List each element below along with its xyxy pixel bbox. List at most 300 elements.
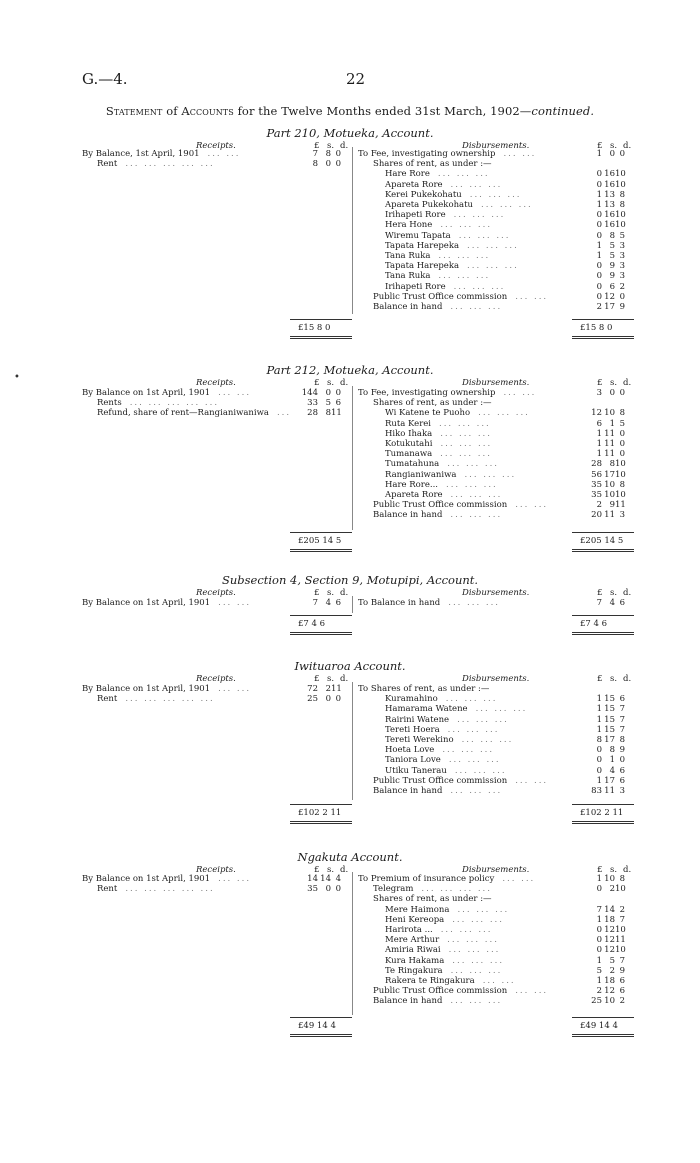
disbursements-item-text: Tapata Harepeka xyxy=(385,261,460,272)
disbursements-leader-dots: ... ... ... xyxy=(437,169,490,180)
disbursements-item-text: Taniora Love xyxy=(385,755,441,766)
receipts-amount-l: 25 xyxy=(307,694,318,705)
disbursements-leader-dots: ... ... ... xyxy=(458,230,511,241)
disbursements-leader-dots: ... ... ... xyxy=(457,904,510,915)
disbursements-amount-d: 3 xyxy=(619,786,625,796)
receipts-total: £15 8 0 xyxy=(298,323,331,333)
disbursements-amount-s: 9 xyxy=(609,500,615,511)
disbursements-total: £205 14 5 xyxy=(580,536,624,546)
disbursements-amount-l: 1 xyxy=(596,251,602,261)
receipts-amount-s: 4 xyxy=(325,598,331,608)
disbursements-item-text: To Balance in hand xyxy=(358,598,441,608)
disbursements-item-text: Kerei Pukekohatu xyxy=(385,189,462,200)
disbursements-leader-dots: ... ... ... xyxy=(438,251,491,261)
disbursements-amount-l: 1 xyxy=(596,449,602,460)
receipts-item-text: Rent xyxy=(97,159,118,170)
disbursements-amount-l: 0 xyxy=(596,261,602,272)
account-title: Part 210, Motueka, Account. xyxy=(266,126,434,140)
disbursements-amount-l: 1 xyxy=(596,428,602,439)
disbursements-amount-l: 1 xyxy=(596,955,602,966)
disbursements-amount-d: 8 xyxy=(619,200,625,210)
disbursements-amount-s: 0 xyxy=(609,388,615,398)
receipts-header: Receipts. xyxy=(196,865,236,875)
page-number: 22 xyxy=(346,70,366,88)
receipts-item-text: By Balance on 1st April, 1901 xyxy=(82,388,211,398)
disbursements-amount-l: 8 xyxy=(596,735,602,745)
receipts-item-text: By Balance on 1st April, 1901 xyxy=(82,684,211,694)
disbursements-item-text: Rangianiwaniwa xyxy=(385,469,457,480)
receipts-amount-l: 33 xyxy=(307,398,318,409)
disbursements-amount-d: 6 xyxy=(619,775,625,786)
disbursements-amount-l: 1 xyxy=(596,874,602,884)
disbursements-amount-l: 0 xyxy=(596,291,602,302)
disbursements-amount-d: 11 xyxy=(615,500,626,511)
disbursements-amount-s: 8 xyxy=(609,459,615,470)
disbursements-item-text: Hiko Ihaka xyxy=(385,428,433,439)
disbursements-amount-s: 10 xyxy=(604,408,615,419)
disbursements-amount-l: 1 xyxy=(596,439,602,449)
disbursements-item-text: Tana Ruka xyxy=(385,271,431,282)
disbursements-amount-l: 2 xyxy=(596,302,602,312)
receipts-amount-d: 11 xyxy=(331,684,342,694)
disbursements-leader-dots: ... ... ... xyxy=(478,408,530,419)
disbursements-amount-s: 13 xyxy=(604,189,615,200)
disbursements-amount-d: 6 xyxy=(619,765,625,776)
disbursements-item-text: Utiku Tanerau xyxy=(385,765,447,776)
disbursements-item-text: Ruta Kerei xyxy=(385,418,432,429)
disbursements-amount-l: 2 xyxy=(596,500,602,511)
disbursements-item-text: Balance in hand xyxy=(373,302,443,312)
disbursements-amount-l: 1 xyxy=(596,724,602,735)
disbursements-amount-d: 10 xyxy=(615,169,626,180)
disbursements-leader-dots: ... ... ... xyxy=(453,210,506,221)
disbursements-item-text: Public Trust Office commission xyxy=(373,500,508,511)
disbursements-amount-d: 10 xyxy=(615,884,626,895)
disbursements-amount-l: 6 xyxy=(596,418,602,429)
statement-title-of: of xyxy=(166,104,178,118)
disbursements-item-text: Shares of rent, as under :— xyxy=(373,398,492,409)
receipts-item-text: By Balance on 1st April, 1901 xyxy=(82,598,211,608)
receipts-currency-l: £ xyxy=(314,141,320,151)
disbursements-amount-d: 10 xyxy=(615,469,626,480)
receipts-leader-dots: ... ... ... ... ... xyxy=(125,694,215,705)
receipts-currency-d: d. xyxy=(340,588,349,598)
disbursements-amount-s: 17 xyxy=(604,735,615,745)
disbursements-leader-dots: ... ... xyxy=(515,986,549,997)
disbursements-item-text: Tumatahuna xyxy=(385,459,440,470)
disbursements-amount-s: 15 xyxy=(604,704,615,715)
disbursements-amount-s: 11 xyxy=(604,510,615,521)
receipts-currency-s: s. xyxy=(327,674,335,684)
disbursements-leader-dots: ... ... ... xyxy=(440,449,492,460)
disbursements-amount-s: 15 xyxy=(604,724,615,735)
disbursements-amount-s: 0 xyxy=(609,149,615,159)
receipts-item-text: Rents xyxy=(97,398,122,409)
receipts-total-double-rule xyxy=(290,1034,352,1037)
disbursements-leader-dots: ... ... ... xyxy=(438,271,491,282)
disbursements-item-text: Tumanawa xyxy=(385,449,433,460)
disbursements-currency-l: £ xyxy=(597,865,603,875)
disbursements-amount-d: 3 xyxy=(619,240,625,251)
receipts-item-text: Rent xyxy=(97,884,118,895)
receipts-amount-d: 0 xyxy=(335,149,341,159)
receipts-leader-dots: ... ... xyxy=(207,149,241,159)
disbursements-amount-s: 10 xyxy=(604,874,615,884)
disbursements-item-text: Tapata Harepeka xyxy=(385,240,460,251)
disbursements-amount-l: 7 xyxy=(596,598,602,608)
margin-mark: • xyxy=(14,372,20,383)
disbursements-amount-d: 10 xyxy=(615,945,626,956)
disbursements-leader-dots: ... ... ... xyxy=(442,745,495,756)
disbursements-amount-s: 17 xyxy=(604,775,615,786)
disbursements-amount-d: 8 xyxy=(619,189,625,200)
disbursements-amount-s: 12 xyxy=(604,935,615,946)
disbursements-total-double-rule xyxy=(572,1034,634,1037)
disbursements-amount-s: 2 xyxy=(609,965,615,976)
statement-title-main: for the Twelve Months ended 31st March, 1902— xyxy=(237,104,532,118)
disbursements-amount-d: 0 xyxy=(619,149,625,159)
disbursements-leader-dots: ... ... xyxy=(515,775,549,786)
disbursements-leader-dots: ... ... ... xyxy=(475,704,528,715)
disbursements-amount-s: 18 xyxy=(604,976,615,986)
disbursements-amount-s: 13 xyxy=(604,200,615,210)
receipts-amount-l: 28 xyxy=(307,408,318,419)
disbursements-leader-dots: ... ... ... xyxy=(448,945,501,956)
receipts-amount-d: 6 xyxy=(335,598,341,608)
receipts-amount-l: 35 xyxy=(307,884,318,895)
disbursements-item-text: Public Trust Office commission xyxy=(373,775,508,786)
disbursements-amount-l: 0 xyxy=(596,755,602,766)
disbursements-item-text: Harirota ... xyxy=(385,925,433,935)
receipts-currency-s: s. xyxy=(327,141,335,151)
receipts-currency-l: £ xyxy=(314,588,320,598)
disbursements-leader-dots: ... ... ... xyxy=(447,459,499,470)
disbursements-item-text: Hare Rore xyxy=(385,169,430,180)
disbursements-amount-d: 0 xyxy=(619,428,625,439)
disbursements-amount-d: 7 xyxy=(619,955,625,966)
disbursements-amount-d: 10 xyxy=(615,925,626,935)
disbursements-amount-s: 9 xyxy=(609,261,615,272)
receipts-currency-l: £ xyxy=(314,378,320,388)
receipts-amount-d: 4 xyxy=(335,874,341,884)
disbursements-item-text: Hoeta Love xyxy=(385,745,435,756)
disbursements-amount-l: 1 xyxy=(596,704,602,715)
disbursements-amount-d: 2 xyxy=(619,281,625,292)
disbursements-amount-s: 16 xyxy=(604,220,615,231)
disbursements-amount-s: 11 xyxy=(604,428,615,439)
disbursements-amount-l: 1 xyxy=(596,189,602,200)
disbursements-leader-dots: ... ... ... xyxy=(453,281,506,292)
disbursements-amount-l: 35 xyxy=(591,479,602,490)
disbursements-amount-s: 12 xyxy=(604,945,615,956)
receipts-header: Receipts. xyxy=(196,141,236,151)
receipts-amount-d: 6 xyxy=(335,398,341,409)
receipts-total: £205 14 5 xyxy=(298,536,342,546)
disbursements-item-text: To Premium of insurance policy xyxy=(358,874,495,884)
disbursements-leader-dots: ... ... ... xyxy=(450,490,503,500)
disbursements-amount-s: 10 xyxy=(604,479,615,490)
disbursements-amount-d: 3 xyxy=(619,261,625,272)
receipts-header: Receipts. xyxy=(196,378,236,388)
disbursements-amount-s: 11 xyxy=(604,786,615,796)
receipts-leader-dots: ... xyxy=(276,408,292,419)
disbursements-amount-s: 12 xyxy=(604,986,615,997)
disbursements-amount-s: 15 xyxy=(604,694,615,705)
disbursements-amount-s: 17 xyxy=(604,302,615,312)
disbursements-leader-dots: ... ... ... xyxy=(467,240,519,251)
disbursements-total: £49 14 4 xyxy=(580,1021,618,1031)
disbursements-amount-l: 0 xyxy=(596,179,602,190)
disbursements-header: Disbursements. xyxy=(462,141,530,151)
disbursements-header: Disbursements. xyxy=(462,588,530,598)
disbursements-amount-l: 0 xyxy=(596,925,602,935)
disbursements-amount-d: 0 xyxy=(619,388,625,398)
disbursements-item-text: Irihapeti Rore xyxy=(385,281,446,292)
disbursements-leader-dots: ... ... ... xyxy=(464,469,517,480)
disbursements-item-text: Public Trust Office commission xyxy=(373,291,508,302)
receipts-currency-s: s. xyxy=(327,378,335,388)
disbursements-amount-d: 7 xyxy=(619,724,625,735)
disbursements-item-text: Shares of rent, as under :— xyxy=(373,159,492,170)
disbursements-item-text: Irihapeti Rore xyxy=(385,210,446,221)
disbursements-item-text: Apareta Pukekohatu xyxy=(385,200,474,210)
disbursements-amount-s: 1 xyxy=(609,418,615,429)
disbursements-amount-l: 2 xyxy=(596,986,602,997)
disbursements-amount-d: 10 xyxy=(615,459,626,470)
disbursements-total: £7 4 6 xyxy=(580,619,608,629)
receipts-currency-d: d. xyxy=(340,865,349,875)
disbursements-currency-s: s. xyxy=(610,378,618,388)
receipts-amount-s: 5 xyxy=(325,398,331,409)
disbursements-currency-d: d. xyxy=(623,865,632,875)
disbursements-header: Disbursements. xyxy=(462,674,530,684)
disbursements-amount-l: 3 xyxy=(596,388,602,398)
disbursements-amount-s: 6 xyxy=(609,281,615,292)
receipts-amount-s: 0 xyxy=(325,388,331,398)
disbursements-leader-dots: ... ... ... xyxy=(452,955,505,966)
disbursements-leader-dots: ... ... ... xyxy=(450,179,503,190)
disbursements-currency-l: £ xyxy=(597,378,603,388)
disbursements-amount-d: 6 xyxy=(619,986,625,997)
disbursements-leader-dots: ... ... ... xyxy=(439,418,491,429)
disbursements-amount-d: 3 xyxy=(619,251,625,261)
disbursements-amount-l: 7 xyxy=(596,904,602,915)
disbursements-leader-dots: ... ... ... xyxy=(440,439,493,449)
disbursements-amount-l: 0 xyxy=(596,220,602,231)
disbursements-amount-d: 10 xyxy=(615,220,626,231)
disbursements-item-text: Balance in hand xyxy=(373,996,443,1007)
receipts-leader-dots: ... ... xyxy=(218,684,252,694)
disbursements-amount-l: 5 xyxy=(596,965,602,976)
disbursements-item-text: Apareta Rore xyxy=(385,490,443,500)
disbursements-item-text: Mere Haimona xyxy=(385,904,450,915)
disbursements-currency-l: £ xyxy=(597,141,603,151)
receipts-total-rule xyxy=(290,1017,352,1018)
receipts-amount-d: 11 xyxy=(331,408,342,419)
disbursements-leader-dots: ... ... ... xyxy=(447,935,499,946)
disbursements-amount-l: 1 xyxy=(596,976,602,986)
receipts-leader-dots: ... ... xyxy=(218,388,252,398)
disbursements-header: Disbursements. xyxy=(462,378,530,388)
statement-title-word-2: Accounts xyxy=(181,104,234,118)
disbursements-amount-d: 0 xyxy=(619,449,625,460)
statement-title-continued: continued. xyxy=(531,104,595,118)
receipts-amount-l: 8 xyxy=(312,159,318,170)
disbursements-amount-l: 20 xyxy=(591,510,602,521)
disbursements-currency-s: s. xyxy=(610,141,618,151)
disbursements-leader-dots: ... ... ... ... xyxy=(421,884,492,895)
receipts-total: £49 14 4 xyxy=(298,1021,336,1031)
disbursements-leader-dots: ... ... ... xyxy=(440,925,493,935)
disbursements-leader-dots: ... ... ... xyxy=(448,598,500,608)
disbursements-item-text: Hare Rore... xyxy=(385,479,438,490)
disbursements-amount-s: 15 xyxy=(604,714,615,725)
disbursements-row xyxy=(0,996,700,1007)
receipts-item-text: Rent xyxy=(97,694,118,705)
disbursements-item-text: Balance in hand xyxy=(373,786,443,796)
disbursements-item-text: Balance in hand xyxy=(373,510,443,521)
disbursements-total: £102 2 11 xyxy=(580,808,624,818)
disbursements-item-text: Kura Hakama xyxy=(385,955,445,966)
disbursements-leader-dots: ... ... ... xyxy=(469,189,522,200)
disbursements-header: Disbursements. xyxy=(462,865,530,875)
disbursements-amount-d: 8 xyxy=(619,735,625,745)
disbursements-currency-d: d. xyxy=(623,674,632,684)
disbursements-amount-d: 8 xyxy=(619,874,625,884)
disbursements-amount-d: 10 xyxy=(615,179,626,190)
disbursements-amount-d: 9 xyxy=(619,745,625,756)
disbursements-leader-dots: ... ... xyxy=(503,149,537,159)
receipts-item-text: By Balance, 1st April, 1901 xyxy=(82,149,200,159)
receipts-amount-s: 14 xyxy=(320,874,331,884)
disbursements-item-text: Apareta Rore xyxy=(385,179,443,190)
receipts-currency-d: d. xyxy=(340,141,349,151)
disbursements-currency-d: d. xyxy=(623,141,632,151)
statement-title-word-1: Statement xyxy=(105,104,163,118)
disbursements-amount-l: 0 xyxy=(596,271,602,282)
disbursements-item-text: Heni Kereopa xyxy=(385,914,445,925)
disbursements-amount-d: 7 xyxy=(619,704,625,715)
disbursements-leader-dots: ... ... ... xyxy=(461,735,514,745)
receipts-amount-s: 2 xyxy=(325,684,331,694)
disbursements-currency-s: s. xyxy=(610,865,618,875)
disbursements-amount-s: 8 xyxy=(609,745,615,756)
disbursements-item-text: Te Ringakura xyxy=(385,965,443,976)
disbursements-amount-l: 1 xyxy=(596,240,602,251)
receipts-currency-s: s. xyxy=(327,865,335,875)
disbursements-amount-l: 0 xyxy=(596,169,602,180)
disbursements-amount-s: 12 xyxy=(604,925,615,935)
receipts-amount-l: 14 xyxy=(307,874,318,884)
disbursements-amount-s: 16 xyxy=(604,210,615,221)
disbursements-item-text: Wi Katene te Puoho xyxy=(385,408,471,419)
disbursements-amount-d: 3 xyxy=(619,271,625,282)
disbursements-leader-dots: ... ... ... xyxy=(467,261,519,272)
disbursements-amount-s: 4 xyxy=(609,765,615,776)
disbursements-currency-s: s. xyxy=(610,588,618,598)
receipts-amount-s: 0 xyxy=(325,694,331,705)
disbursements-amount-d: 6 xyxy=(619,598,625,608)
disbursements-amount-d: 9 xyxy=(619,302,625,312)
receipts-amount-d: 0 xyxy=(335,388,341,398)
disbursements-leader-dots: ... ... ... xyxy=(448,755,501,766)
receipts-amount-s: 8 xyxy=(325,408,331,419)
account-title: Part 212, Motueka, Account. xyxy=(266,363,434,377)
receipts-amount-s: 8 xyxy=(325,149,331,159)
disbursements-amount-d: 8 xyxy=(619,479,625,490)
disbursements-item-text: Hamarama Watene xyxy=(385,704,468,715)
receipts-currency-l: £ xyxy=(314,674,320,684)
disbursements-leader-dots: ... ... xyxy=(503,388,537,398)
disbursements-amount-l: 28 xyxy=(591,459,602,470)
disbursements-amount-l: 0 xyxy=(596,765,602,776)
disbursements-leader-dots: ... ... ... xyxy=(440,428,492,439)
disbursements-amount-s: 16 xyxy=(604,169,615,180)
disbursements-currency-d: d. xyxy=(623,588,632,598)
disbursements-currency-d: d. xyxy=(623,378,632,388)
receipts-amount-d: 0 xyxy=(335,884,341,895)
disbursements-amount-s: 1 xyxy=(609,755,615,766)
disbursements-item-text: Kuramahino xyxy=(385,694,438,705)
disbursements-leader-dots: ... ... ... xyxy=(450,996,503,1007)
disbursements-amount-d: 2 xyxy=(619,904,625,915)
disbursements-amount-l: 0 xyxy=(596,281,602,292)
disbursements-amount-d: 6 xyxy=(619,694,625,705)
disbursements-leader-dots: ... ... xyxy=(515,500,549,511)
receipts-leader-dots: ... ... ... ... ... xyxy=(125,884,215,895)
disbursements-amount-l: 1 xyxy=(596,200,602,210)
disbursements-item-text: Rairini Watene xyxy=(385,714,450,725)
disbursements-amount-d: 7 xyxy=(619,914,625,925)
receipts-leader-dots: ... ... ... ... ... xyxy=(129,398,220,409)
disbursements-amount-l: 83 xyxy=(591,786,602,796)
disbursements-item-text: Mere Arthur xyxy=(385,935,440,946)
disbursements-amount-d: 10 xyxy=(615,210,626,221)
disbursements-amount-s: 5 xyxy=(609,240,615,251)
receipts-item-text: By Balance on 1st April, 1901 xyxy=(82,874,211,884)
disbursements-amount-l: 0 xyxy=(596,210,602,221)
disbursements-item-text: Tereti Werekino xyxy=(385,735,454,745)
disbursements-item-text: To Fee, investigating ownership xyxy=(358,388,496,398)
disbursements-item-text: Amiria Riwai xyxy=(385,945,441,956)
page-reference: G.—4. xyxy=(82,70,128,88)
receipts-currency-l: £ xyxy=(314,865,320,875)
disbursements-amount-l: 0 xyxy=(596,935,602,946)
receipts-header: Receipts. xyxy=(196,588,236,598)
disbursements-item-text: Tana Ruka xyxy=(385,251,431,261)
disbursements-amount-d: 5 xyxy=(619,230,625,241)
disbursements-leader-dots: ... ... ... xyxy=(481,200,533,210)
disbursements-leader-dots: ... ... ... xyxy=(457,714,509,725)
disbursements-amount-d: 9 xyxy=(619,965,625,976)
receipts-currency-s: s. xyxy=(327,588,335,598)
disbursements-item-text: To Fee, investigating ownership xyxy=(358,149,496,159)
disbursements-leader-dots: ... ... ... xyxy=(454,765,507,776)
disbursements-amount-d: 3 xyxy=(619,510,625,521)
receipts-total: £7 4 6 xyxy=(298,619,326,629)
disbursements-currency-l: £ xyxy=(597,674,603,684)
disbursements-item-text: Public Trust Office commission xyxy=(373,986,508,997)
disbursements-amount-s: 10 xyxy=(604,490,615,500)
disbursements-amount-l: 25 xyxy=(591,996,602,1007)
disbursements-amount-s: 18 xyxy=(604,914,615,925)
receipts-item-text: Refund, share of rent—Rangianiwaniwa xyxy=(97,408,269,419)
receipts-total: £102 2 11 xyxy=(298,808,342,818)
disbursements-amount-l: 35 xyxy=(591,490,602,500)
disbursements-leader-dots: ... ... ... xyxy=(446,479,498,490)
account-title: Iwituaroa Account. xyxy=(294,659,406,673)
disbursements-amount-l: 1 xyxy=(596,149,602,159)
